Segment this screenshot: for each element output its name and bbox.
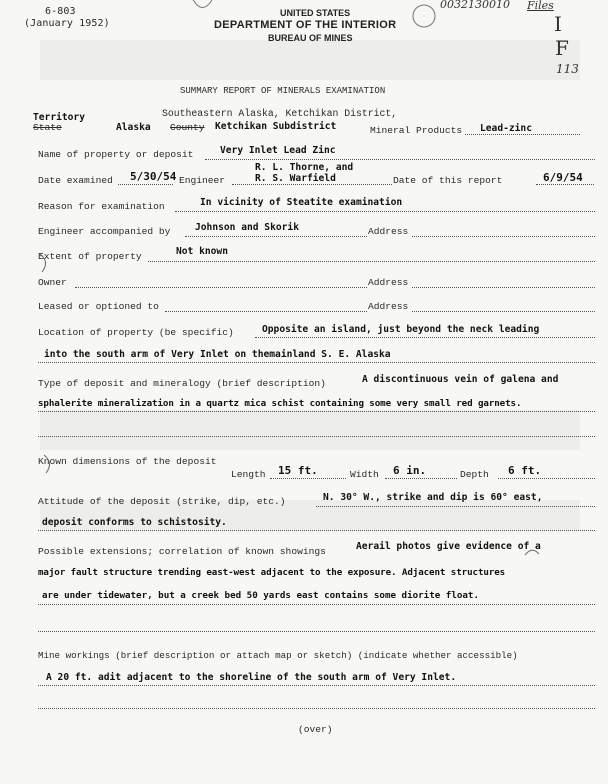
depth-value: 6 ft.	[508, 464, 542, 477]
hole-punch-mark	[522, 545, 542, 565]
fill-line	[38, 631, 595, 632]
over-note: (over)	[298, 724, 333, 735]
fill-line	[38, 685, 595, 686]
county-label: County	[170, 122, 205, 133]
owner-label: Owner	[38, 277, 67, 288]
extensions-value-line3: are under tidewater, but a creek bed 50 yards east contains some diorite float.	[42, 590, 479, 601]
form-number: 6-803	[45, 6, 76, 17]
engineer-label: Engineer	[179, 175, 226, 186]
type-label: Type of deposit and mineralogy (brief description)	[38, 378, 326, 389]
hole-punch-mark	[42, 453, 60, 475]
hole-punch-mark	[188, 0, 218, 18]
accompanied-address-label: Address	[368, 226, 409, 237]
leased-label: Leased or optioned to	[38, 301, 159, 312]
dimensions-label: Known dimensions of the deposit	[38, 456, 217, 467]
extent-label: Extent of property	[38, 251, 142, 262]
property-name-label: Name of property or deposit	[38, 149, 194, 160]
extent-value: Not known	[176, 246, 228, 257]
hole-punch-mark	[410, 2, 440, 32]
fill-line	[148, 261, 595, 262]
attitude-label: Attitude of the deposit (strike, dip, etc.)	[38, 496, 286, 507]
type-value-line1: A discontinuous vein of galena and	[362, 374, 559, 385]
width-label: Width	[350, 469, 379, 480]
scan-bleed-through	[40, 410, 580, 450]
county-value: Ketchikan Subdistrict	[215, 121, 337, 132]
leased-address-label: Address	[368, 301, 409, 312]
fill-line	[385, 478, 457, 479]
handwritten-letter-f: F	[555, 36, 569, 60]
fill-line	[185, 236, 367, 237]
date-examined-value: 5/30/54	[130, 170, 177, 183]
reason-label: Reason for examination	[38, 201, 165, 212]
fill-line	[118, 184, 173, 185]
extensions-value-line2: major fault structure trending east-west adjacent to the exposure. Adjacent structures	[38, 567, 506, 578]
type-value-line2: sphalerite mineralization in a quartz mica schist containing some very small red garnets.	[38, 398, 522, 409]
agency-line: UNITED STATES	[280, 8, 351, 18]
fill-line	[270, 478, 346, 479]
fill-line	[232, 184, 392, 185]
owner-address-label: Address	[368, 277, 409, 288]
county-typed-above: Southeastern Alaska, Ketchikan District,	[162, 108, 398, 119]
fill-line	[175, 211, 595, 212]
handwritten-note: Files	[527, 0, 554, 12]
fill-line	[412, 287, 595, 288]
fill-line	[498, 478, 595, 479]
location-value-line1: Opposite an island, just beyond the neck leading	[262, 324, 540, 335]
hole-punch-mark	[38, 252, 56, 274]
fill-line	[165, 311, 367, 312]
length-label: Length	[231, 469, 266, 480]
fill-line	[75, 287, 367, 288]
date-examined-label: Date examined	[38, 175, 113, 186]
location-label: Location of property (be specific)	[38, 327, 234, 338]
depth-label: Depth	[460, 469, 489, 480]
handwritten-letter-i: I	[554, 12, 562, 36]
length-value: 15 ft.	[278, 464, 318, 477]
handwritten-number: 113	[556, 62, 579, 76]
state-label: State	[33, 122, 62, 133]
department-title: DEPARTMENT OF THE INTERIOR	[214, 19, 397, 31]
attitude-value-line2: deposit conforms to schistosity.	[42, 517, 227, 528]
territory-label: Territory	[33, 112, 85, 123]
extensions-value-line1: Aerail photos give evidence of a	[356, 541, 541, 552]
workings-label: Mine workings (brief description or attach map or sketch) (indicate whether accessible)	[38, 650, 518, 661]
fill-line	[255, 337, 595, 338]
scan-bleed-through	[40, 40, 580, 80]
state-value: Alaska	[116, 122, 151, 133]
location-value-line2: into the south arm of Very Inlet on themainland S. E. Alaska	[44, 349, 391, 360]
fill-line	[316, 506, 595, 507]
handwritten-code: 0032130010	[440, 0, 510, 11]
fill-line	[38, 530, 595, 531]
bureau-title: BUREAU OF MINES	[268, 33, 353, 43]
accompanied-value: Johnson and Skorik	[195, 222, 299, 233]
fill-line	[38, 436, 595, 437]
workings-value: A 20 ft. adit adjacent to the shoreline of the south arm of Very Inlet.	[46, 672, 457, 683]
fill-line	[205, 159, 595, 160]
fill-line	[465, 134, 580, 135]
engineer-value-line2: R. S. Warfield	[255, 173, 336, 184]
fill-line	[38, 708, 595, 709]
reason-value: In vicinity of Steatite examination	[200, 197, 403, 208]
property-name-value: Very Inlet Lead Zinc	[220, 145, 336, 156]
engineer-value-line1: R. L. Thorne, and	[255, 162, 354, 173]
mineral-products-value: Lead-zinc	[480, 123, 532, 134]
width-value: 6 in.	[393, 464, 427, 477]
mineral-products-label: Mineral Products	[370, 125, 463, 136]
accompanied-label: Engineer accompanied by	[38, 226, 171, 237]
fill-line	[412, 311, 595, 312]
fill-line	[412, 236, 595, 237]
fill-line	[536, 184, 594, 185]
report-date-value: 6/9/54	[543, 171, 583, 184]
fill-line	[38, 411, 595, 412]
attitude-value-line1: N. 30° W., strike and dip is 60° east,	[323, 492, 543, 503]
report-title: SUMMARY REPORT OF MINERALS EXAMINATION	[180, 86, 386, 96]
report-date-label: Date of this report	[393, 175, 503, 186]
extensions-label: Possible extensions; correlation of known showings	[38, 546, 326, 557]
fill-line	[38, 362, 595, 363]
form-edition: (January 1952)	[24, 18, 110, 29]
fill-line	[38, 604, 595, 605]
